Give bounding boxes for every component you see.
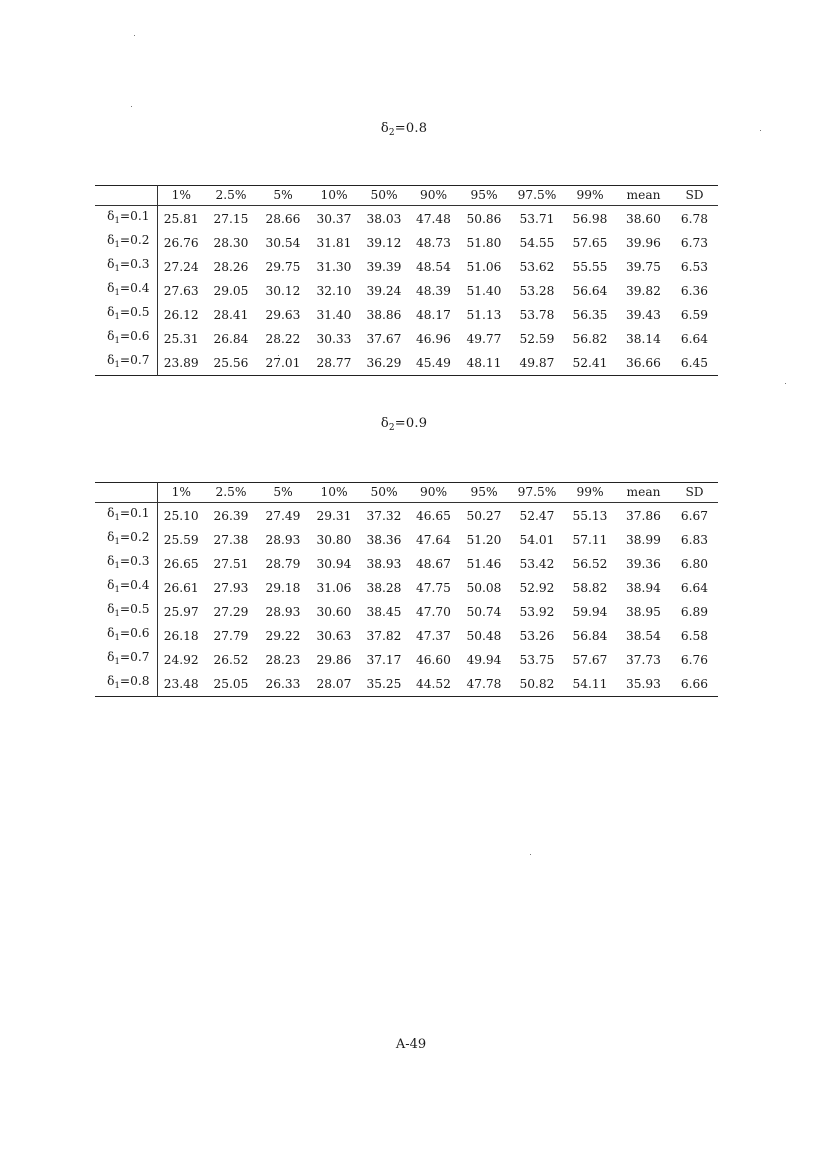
row-label	[95, 600, 157, 624]
table-cell: 50.27	[466, 508, 502, 523]
table-cell: 52.59	[519, 331, 555, 346]
table-row	[95, 503, 718, 529]
row-label-subscript: 1	[114, 633, 120, 643]
table-cell: 30.80	[316, 532, 352, 547]
table-cell: 49.77	[466, 331, 502, 346]
table-1-header	[95, 186, 718, 206]
scan-speck	[278, 355, 279, 356]
quantile-table-1	[95, 185, 718, 376]
table-cell: 6.53	[680, 259, 709, 274]
header-corner-cell	[95, 186, 157, 206]
caption-subscript: 2	[388, 128, 395, 138]
table-cell: 30.60	[316, 604, 352, 619]
table-cell: 53.92	[519, 604, 555, 619]
table-cell: 38.36	[366, 532, 402, 547]
row-label-subscript: 1	[114, 681, 120, 691]
table-cell: 25.97	[163, 604, 199, 619]
table-cell: 6.80	[680, 556, 709, 571]
caption-symbol: δ	[380, 416, 389, 431]
table-cell: 25.31	[163, 331, 199, 346]
table-2-caption	[0, 416, 808, 433]
table-cell: 44.52	[416, 676, 451, 691]
table-cell: 56.98	[572, 211, 608, 226]
table-cell: 54.11	[572, 676, 608, 691]
table-cell: 45.49	[416, 355, 451, 370]
table-cell: 6.64	[680, 331, 709, 346]
table-row	[95, 552, 718, 576]
table-cell: 38.45	[366, 604, 402, 619]
table-cell: 39.82	[626, 283, 661, 298]
table-1-caption	[0, 121, 808, 138]
row-label-subscript: 1	[114, 585, 120, 595]
table-row	[95, 231, 718, 255]
table-row	[95, 206, 718, 232]
table-cell: 28.79	[265, 556, 301, 571]
column-header: 97.5%	[517, 485, 557, 499]
column-header: 10%	[320, 485, 348, 499]
row-label-symbol: δ	[107, 674, 115, 688]
table-cell: 25.59	[163, 532, 199, 547]
row-label	[95, 672, 157, 697]
table-row	[95, 528, 718, 552]
table-cell: 31.06	[316, 580, 352, 595]
table-cell: 24.92	[163, 652, 199, 667]
table-cell: 51.20	[466, 532, 502, 547]
row-label-symbol: δ	[107, 257, 115, 271]
table-cell: 38.94	[626, 580, 661, 595]
table-cell: 46.60	[416, 652, 451, 667]
table-cell: 37.32	[366, 508, 402, 523]
scan-speck	[785, 383, 786, 384]
table-cell: 29.75	[265, 259, 301, 274]
table-row	[95, 279, 718, 303]
row-label-subscript: 1	[114, 513, 120, 523]
table-row	[95, 255, 718, 279]
row-label-value: =0.2	[119, 530, 150, 544]
table-cell: 53.28	[519, 283, 555, 298]
row-label-value: =0.5	[119, 305, 150, 319]
table-cell: 27.79	[213, 628, 249, 643]
table-cell: 26.52	[213, 652, 249, 667]
table-cell: 51.40	[466, 283, 502, 298]
table-cell: 28.30	[213, 235, 249, 250]
table-cell: 37.86	[626, 508, 661, 523]
table-cell: 51.06	[466, 259, 502, 274]
table-cell: 36.66	[626, 355, 661, 370]
table-cell: 27.63	[163, 283, 199, 298]
row-label-subscript: 1	[114, 240, 120, 250]
table-cell: 32.10	[316, 283, 352, 298]
column-header: 1%	[171, 188, 191, 202]
table-cell: 29.22	[265, 628, 301, 643]
table-cell: 56.52	[572, 556, 608, 571]
table-cell: 28.26	[213, 259, 249, 274]
table-cell: 48.67	[416, 556, 451, 571]
column-header: mean	[626, 485, 661, 499]
table-cell: 48.73	[416, 235, 451, 250]
table-cell: 38.60	[626, 211, 661, 226]
table-cell: 50.48	[466, 628, 502, 643]
row-label-subscript: 1	[114, 288, 120, 298]
row-label-subscript: 1	[114, 561, 120, 571]
table-cell: 29.18	[265, 580, 301, 595]
row-label-symbol: δ	[107, 626, 115, 640]
scan-speck	[134, 35, 135, 36]
caption-symbol: δ	[380, 121, 389, 136]
column-header: 90%	[419, 485, 448, 499]
table-cell: 27.38	[213, 532, 249, 547]
table-cell: 6.67	[680, 508, 709, 523]
table-cell: 27.24	[163, 259, 199, 274]
row-label	[95, 552, 157, 576]
row-label-symbol: δ	[107, 305, 115, 319]
table-row	[95, 648, 718, 672]
table-cell: 47.48	[416, 211, 451, 226]
table-cell: 58.82	[572, 580, 608, 595]
column-header: 5%	[273, 188, 293, 202]
table-cell: 57.67	[572, 652, 608, 667]
table-cell: 47.78	[466, 676, 502, 691]
table-cell: 38.14	[626, 331, 661, 346]
table-cell: 50.08	[466, 580, 502, 595]
row-label-value: =0.2	[119, 233, 150, 247]
table-cell: 38.93	[366, 556, 402, 571]
table-cell: 39.24	[366, 283, 402, 298]
table-cell: 56.84	[572, 628, 608, 643]
table-cell: 57.65	[572, 235, 608, 250]
row-label-symbol: δ	[107, 353, 115, 367]
table-cell: 38.95	[626, 604, 661, 619]
page-number: A-49	[395, 1037, 427, 1052]
row-label-value: =0.6	[119, 329, 150, 343]
table-cell: 57.11	[572, 532, 608, 547]
table-cell: 25.10	[163, 508, 199, 523]
caption-subscript: 2	[388, 423, 395, 433]
table-cell: 38.99	[626, 532, 661, 547]
row-label-subscript: 1	[114, 657, 120, 667]
scan-speck	[530, 854, 531, 855]
row-label-symbol: δ	[107, 650, 115, 664]
row-label-symbol: δ	[107, 578, 115, 592]
table-cell: 49.94	[466, 652, 502, 667]
table-cell: 29.31	[316, 508, 352, 523]
table-cell: 27.15	[213, 211, 249, 226]
header-row	[95, 186, 718, 206]
row-label-value: =0.6	[119, 626, 150, 640]
row-label	[95, 351, 157, 376]
table-cell: 6.66	[680, 676, 709, 691]
column-header: 99%	[576, 188, 604, 202]
table-cell: 6.45	[680, 355, 709, 370]
table-cell: 54.01	[519, 532, 555, 547]
table-cell: 48.17	[416, 307, 451, 322]
table-row	[95, 303, 718, 327]
row-label	[95, 255, 157, 279]
table-cell: 50.86	[466, 211, 502, 226]
table-cell: 39.43	[626, 307, 661, 322]
table-cell: 27.51	[213, 556, 249, 571]
table-cell: 27.93	[213, 580, 249, 595]
table-cell: 29.86	[316, 652, 352, 667]
table-cell: 35.25	[366, 676, 402, 691]
table-cell: 6.58	[680, 628, 709, 643]
table-cell: 28.41	[213, 307, 249, 322]
row-label-symbol: δ	[107, 602, 115, 616]
table-cell: 30.54	[265, 235, 301, 250]
table-cell: 39.75	[626, 259, 661, 274]
table-cell: 31.81	[316, 235, 352, 250]
table-row	[95, 327, 718, 351]
row-label-symbol: δ	[107, 530, 115, 544]
row-label-symbol: δ	[107, 281, 115, 295]
table-cell: 26.12	[163, 307, 199, 322]
row-label	[95, 279, 157, 303]
table-cell: 53.78	[519, 307, 555, 322]
table-cell: 23.48	[163, 676, 199, 691]
row-label-symbol: δ	[107, 233, 115, 247]
table-cell: 29.05	[213, 283, 249, 298]
table-cell: 47.64	[416, 532, 451, 547]
caption-value: =0.9	[394, 416, 428, 431]
row-label-value: =0.4	[119, 578, 150, 592]
row-label-subscript: 1	[114, 312, 120, 322]
table-row	[95, 624, 718, 648]
column-header: SD	[685, 188, 704, 202]
scan-speck	[760, 130, 761, 131]
table-cell: 39.39	[366, 259, 402, 274]
table-cell: 48.39	[416, 283, 451, 298]
table-row	[95, 576, 718, 600]
table-cell: 6.78	[680, 211, 709, 226]
table-cell: 6.59	[680, 307, 709, 322]
table-cell: 46.96	[416, 331, 451, 346]
table-cell: 6.64	[680, 580, 709, 595]
table-cell: 6.83	[680, 532, 709, 547]
row-label-symbol: δ	[107, 506, 115, 520]
table-cell: 6.76	[680, 652, 709, 667]
table-cell: 52.47	[519, 508, 555, 523]
column-header: 99%	[576, 485, 604, 499]
table-cell: 28.23	[265, 652, 301, 667]
table-cell: 37.67	[366, 331, 402, 346]
column-header: 95%	[470, 188, 498, 202]
table-cell: 50.82	[519, 676, 555, 691]
scan-speck	[131, 106, 132, 107]
row-label-value: =0.3	[119, 554, 150, 568]
table-cell: 23.89	[163, 355, 199, 370]
row-label-subscript: 1	[114, 336, 120, 346]
row-label	[95, 648, 157, 672]
table-cell: 28.22	[265, 331, 301, 346]
table-cell: 25.56	[213, 355, 249, 370]
column-header: 50%	[370, 188, 398, 202]
table-cell: 56.64	[572, 283, 608, 298]
row-label-value: =0.5	[119, 602, 150, 616]
row-label	[95, 303, 157, 327]
row-label	[95, 327, 157, 351]
table-cell: 29.63	[265, 307, 301, 322]
table-cell: 47.70	[416, 604, 451, 619]
table-cell: 48.11	[466, 355, 502, 370]
row-label-subscript: 1	[114, 537, 120, 547]
table-cell: 56.82	[572, 331, 608, 346]
row-label-value: =0.3	[119, 257, 150, 271]
column-header: 2.5%	[215, 485, 247, 499]
table-cell: 28.66	[265, 211, 301, 226]
table-cell: 30.37	[316, 211, 352, 226]
table-cell: 38.54	[626, 628, 661, 643]
table-2-body	[95, 503, 718, 697]
column-header: mean	[626, 188, 661, 202]
table-cell: 28.93	[265, 532, 301, 547]
table-cell: 56.35	[572, 307, 608, 322]
table-cell: 38.03	[366, 211, 402, 226]
column-header: SD	[685, 485, 704, 499]
column-header: 90%	[419, 188, 448, 202]
column-header: 95%	[470, 485, 498, 499]
table-cell: 6.89	[680, 604, 709, 619]
table-cell: 39.36	[626, 556, 661, 571]
row-label-subscript: 1	[114, 609, 120, 619]
header-row	[95, 483, 718, 503]
row-label-subscript: 1	[114, 216, 120, 226]
table-cell: 55.13	[572, 508, 608, 523]
table-cell: 26.84	[213, 331, 249, 346]
row-label	[95, 528, 157, 552]
table-cell: 26.65	[163, 556, 199, 571]
row-label	[95, 503, 157, 529]
table-cell: 47.37	[416, 628, 451, 643]
table-cell: 51.46	[466, 556, 502, 571]
row-label-value: =0.1	[119, 209, 150, 223]
table-row	[95, 600, 718, 624]
row-label	[95, 206, 157, 232]
table-cell: 25.81	[163, 211, 199, 226]
table-cell: 37.82	[366, 628, 402, 643]
table-cell: 55.55	[572, 259, 608, 274]
table-cell: 50.74	[466, 604, 502, 619]
column-header: 50%	[370, 485, 398, 499]
column-header: 10%	[320, 188, 348, 202]
table-cell: 51.13	[466, 307, 502, 322]
table-cell: 51.80	[466, 235, 502, 250]
table-cell: 27.01	[265, 355, 301, 370]
table-cell: 30.63	[316, 628, 352, 643]
table-cell: 25.05	[213, 676, 249, 691]
table-cell: 6.36	[680, 283, 709, 298]
table-cell: 52.41	[572, 355, 608, 370]
table-cell: 48.54	[416, 259, 451, 274]
row-label-value: =0.7	[119, 650, 150, 664]
table-1-body	[95, 206, 718, 376]
table-cell: 53.75	[519, 652, 555, 667]
table-cell: 30.33	[316, 331, 352, 346]
row-label	[95, 576, 157, 600]
row-label-value: =0.1	[119, 506, 150, 520]
table-cell: 53.62	[519, 259, 555, 274]
column-header: 97.5%	[517, 188, 557, 202]
table-cell: 26.76	[163, 235, 199, 250]
header-corner-cell	[95, 483, 157, 503]
table-row	[95, 672, 718, 697]
table-cell: 26.61	[163, 580, 199, 595]
table-cell: 37.73	[626, 652, 661, 667]
table-cell: 38.28	[366, 580, 402, 595]
table-cell: 46.65	[416, 508, 451, 523]
quantile-table-2	[95, 482, 718, 697]
row-label-value: =0.8	[119, 674, 150, 688]
column-header: 2.5%	[215, 188, 247, 202]
table-cell: 36.29	[366, 355, 402, 370]
table-cell: 31.40	[316, 307, 352, 322]
caption-value: =0.8	[394, 121, 428, 136]
row-label-symbol: δ	[107, 209, 115, 223]
table-cell: 28.93	[265, 604, 301, 619]
table-cell: 30.12	[265, 283, 301, 298]
table-row	[95, 351, 718, 376]
table-cell: 49.87	[519, 355, 555, 370]
table-cell: 53.42	[519, 556, 555, 571]
row-label-value: =0.4	[119, 281, 150, 295]
table-2-header	[95, 483, 718, 503]
table-cell: 52.92	[519, 580, 555, 595]
table-cell: 39.96	[626, 235, 661, 250]
table-cell: 47.75	[416, 580, 451, 595]
table-cell: 26.18	[163, 628, 199, 643]
table-cell: 27.49	[265, 508, 301, 523]
row-label-value: =0.7	[119, 353, 150, 367]
row-label	[95, 624, 157, 648]
table-cell: 39.12	[366, 235, 402, 250]
table-cell: 26.33	[265, 676, 301, 691]
row-label-symbol: δ	[107, 329, 115, 343]
table-cell: 6.73	[680, 235, 709, 250]
table-cell: 26.39	[213, 508, 249, 523]
table-cell: 53.26	[519, 628, 555, 643]
table-cell: 31.30	[316, 259, 352, 274]
row-label-subscript: 1	[114, 360, 120, 370]
table-cell: 35.93	[626, 676, 661, 691]
row-label-subscript: 1	[114, 264, 120, 274]
table-cell: 27.29	[213, 604, 249, 619]
table-cell: 38.86	[366, 307, 402, 322]
row-label	[95, 231, 157, 255]
table-cell: 53.71	[519, 211, 555, 226]
table-cell: 37.17	[366, 652, 402, 667]
row-label-symbol: δ	[107, 554, 115, 568]
column-header: 5%	[273, 485, 293, 499]
table-cell: 59.94	[572, 604, 608, 619]
table-cell: 28.77	[316, 355, 352, 370]
table-cell: 28.07	[316, 676, 352, 691]
table-cell: 54.55	[519, 235, 555, 250]
column-header: 1%	[171, 485, 191, 499]
table-cell: 30.94	[316, 556, 352, 571]
